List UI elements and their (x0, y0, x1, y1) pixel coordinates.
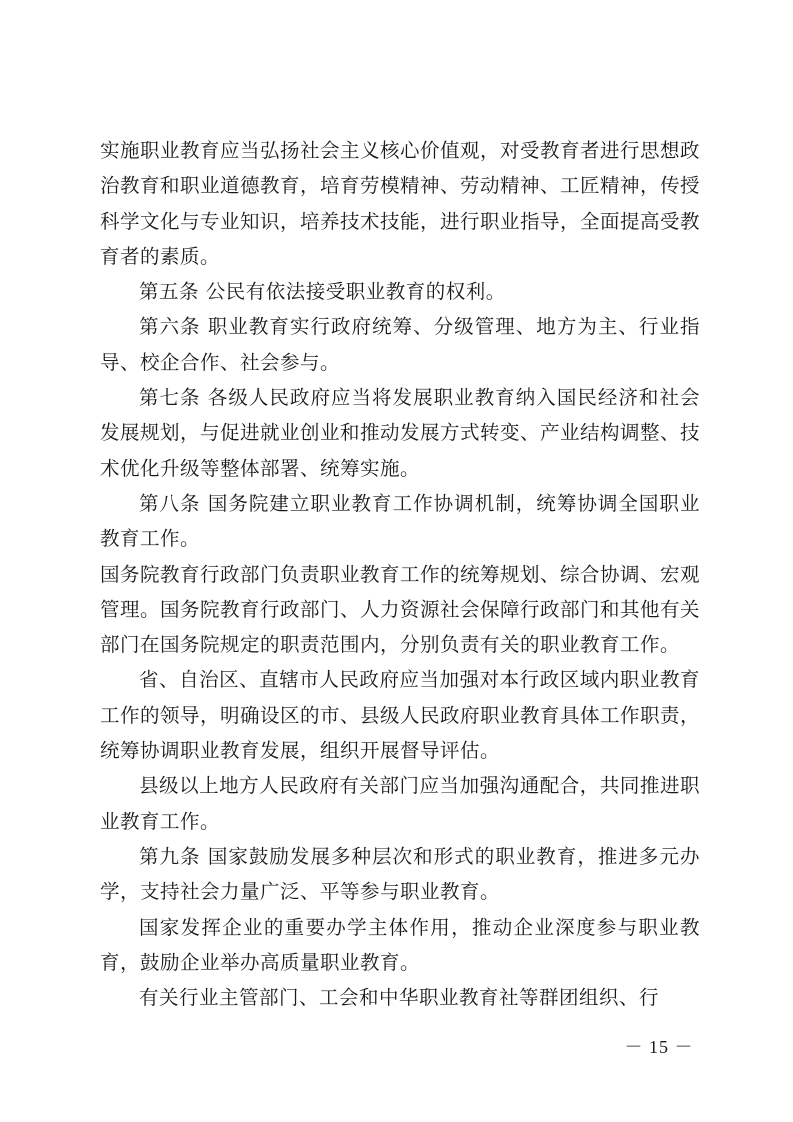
paragraph-article-9: 第九条 国家鼓励发展多种层次和形式的职业教育，推进多元办学，支持社会力量广泛、平等参与职业教育。 (100, 844, 700, 904)
paragraph: 有关行业主管部门、工会和中华职业教育社等群团组织、行 (139, 986, 660, 1010)
paragraph-article-5: 第五条 公民有依法接受职业教育的权利。 (139, 280, 506, 304)
paragraph: 实施职业教育应当弘扬社会主义核心价值观，对受教育者进行思想政治教育和职业道德教育，培育劳模精神、劳动精神、工匠精神，传授科学文化与专业知识，培养技术技能，进行职业指导，全面提高受教育者的素质。 (100, 139, 701, 268)
paragraph: 国家发挥企业的重要办学主体作用，推动企业深度参与职业教育，鼓励企业举办高质量职业教育。 (100, 915, 700, 974)
paragraph: 国务院教育行政部门负责职业教育工作的统筹规划、综合协调、宏观管理。国务院教育行政部门、人力资源社会保障行政部门和其他有关部门在国务院规定的职责范围内，分别负责有关的职业教育工作。 (100, 562, 701, 657)
paragraph: 县级以上地方人民政府有关部门应当加强沟通配合，共同推进职业教育工作。 (100, 774, 700, 833)
paragraph: 省、自治区、直辖市人民政府应当加强对本行政区域内职业教育工作的领导，明确设区的市、县级人民政府职业教育具体工作职责，统筹协调职业教育发展，组织开展督导评估。 (100, 668, 701, 763)
paragraph-article-6: 第六条 职业教育实行政府统筹、分级管理、地方为主、行业指导、校企合作、社会参与。 (100, 315, 700, 374)
body-text (100, 133, 700, 1015)
page-number: － 15 － (624, 1037, 694, 1057)
paragraph-article-7: 第七条 各级人民政府应当将发展职业教育纳入国民经济和社会发展规划，与促进就业创业和推动发展方式转变、产业结构调整、技术优化升级等整体部署、统筹实施。 (100, 386, 701, 480)
paragraph-article-8: 第八条 国务院建立职业教育工作协调机制，统筹协调全国职业教育工作。 (100, 491, 700, 551)
